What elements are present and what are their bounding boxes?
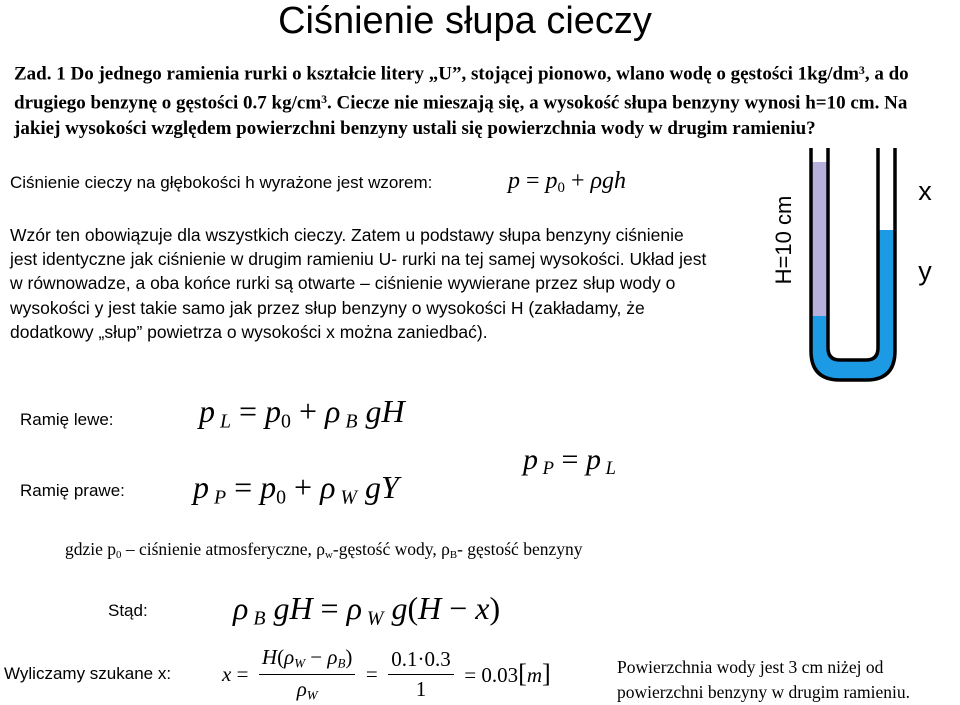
problem-statement (14, 58, 954, 141)
u-tube-diagram (758, 148, 958, 398)
symbol-legend: gdzie p0 – ciśnienie atmosferyczne, ρw-gęstość wody, ρB- gęstość benzyny (65, 539, 583, 562)
fraction-symbolic: $\frac{H(\rho_W - \rho_B)}{\rho_W}$ (259, 645, 356, 703)
fraction-numeric: $\frac{0.1\cdot 0.3}{1}$ (388, 647, 454, 702)
equation-right-arm: p $_P$ = p0 + ρ $_W$ gY (193, 469, 399, 509)
label-y: y (918, 256, 932, 286)
calculation-x: x = $\frac{H(\rho_W - \rho_B)}{\rho_W}$ = $\frac{0.1\cdot 0.3}{1}$ = 0.03[m] (222, 645, 551, 703)
problem-sup-2: 3 (321, 92, 328, 106)
page-title: Ciśnienie słupa cieczy (278, 0, 652, 42)
equation-pressure-equality: p $_P$ = p $_L$ (523, 443, 616, 480)
problem-sup-1: 3 (858, 64, 865, 77)
label-x: x (918, 176, 932, 206)
equation-balance: ρ $_B$ gH = ρ $_W$ g(H − x) (233, 590, 501, 630)
explanation-text: Wzór ten obowiązuje dla wszystkich cieczy. Zatem u podstawy słupa benzyny ciśnienie jest identyczne jak ciśnienie w drugim ramieniu U- rurki na tej samej wysokości. Układ jest w równowadze, a oba końce rurki są otwarte – ciśnienie wywierane przez słup wody o wysokości y jest takie samo jak przez słup benzyny o wysokości H (zakładamy, że dodatkowy „słup” powietrza o wysokości x można zaniedbać). (10, 225, 707, 342)
left-arm-label: Ramię lewe: (20, 410, 114, 429)
problem-prefix: Zad. 1 Do jednego ramienia rurki o kształcie litery „U”, stojącej pionowo, wlano wodę o gęstości 1kg/dm (14, 63, 859, 85)
result-note: Powierzchnia wody jest 3 cm niżej od powierzchni benzyny w drugim ramieniu. (617, 657, 911, 702)
equation-left-arm: p $_L$ = p0 + ρ $_B$ gH (199, 393, 405, 433)
calculate-x-label: Wyliczamy szukane x: (4, 664, 172, 683)
tube-inner-wall (828, 148, 878, 360)
gasoline-column (811, 162, 828, 316)
problem-suffix: . Ciecze nie mieszają się, a wysokość słupa benzyny wynosi h=10 cm. Na jakiej wysokości względem powierzchni benzyny ustali się powierzchnia wody w drugim ramieniu? (14, 92, 908, 139)
problem-middle: , a do drugiego benzynę o gęstości 0.7 kg/cm (14, 63, 909, 114)
right-arm-label: Ramię prawe: (20, 481, 125, 500)
formula-pressure: p = p0 + ρgh (508, 168, 627, 197)
therefore-label: Stąd: (108, 601, 148, 620)
height-label: H=10 cm (771, 195, 796, 285)
pressure-intro: Ciśnienie cieczy na głębokości h wyrażone jest wzorem: (10, 173, 433, 192)
